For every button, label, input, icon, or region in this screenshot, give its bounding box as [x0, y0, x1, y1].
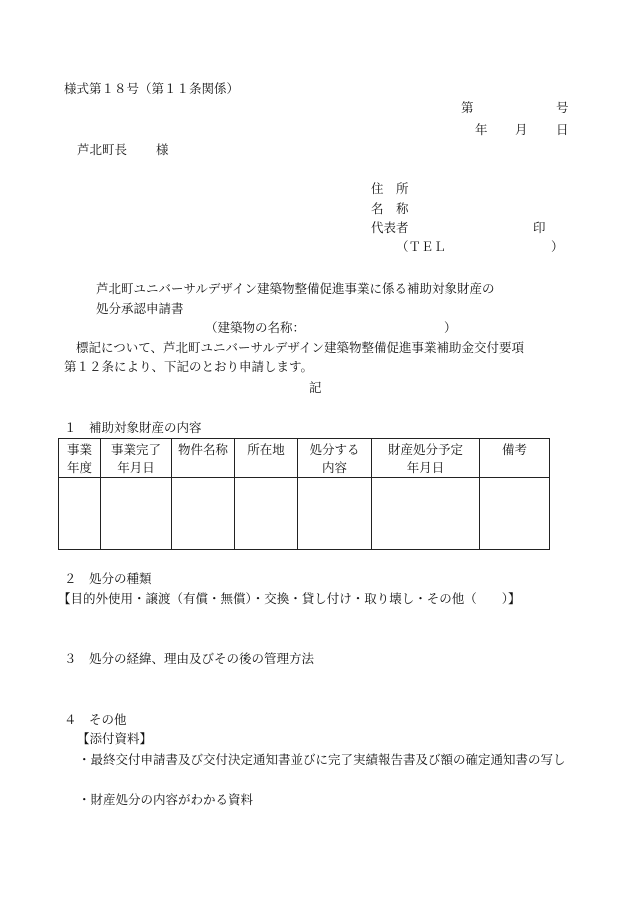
attachment-item: ・財産処分の内容がわかる資料: [78, 792, 254, 807]
doc-number-prefix: 第: [461, 100, 474, 115]
attachment-item: ・最終交付申請書及び交付決定通知書並びに完了実績報告書及び額の確定通知書の写し: [78, 752, 566, 767]
col-header: 物件名称: [172, 439, 235, 478]
seal-label: 印: [533, 220, 546, 235]
ki-label: 記: [309, 380, 322, 395]
form-number: 様式第１８号（第１１条関係）: [64, 81, 240, 96]
tel-close: ）: [551, 239, 564, 254]
date-month: 月: [515, 122, 528, 137]
col-header: 所在地: [235, 439, 298, 478]
col-header: 処分する 内容: [298, 439, 372, 478]
disposal-type-options: 【目的外使用・譲渡（有償・無償）・交換・貸し付け・取り壊し・その他（ ）】: [58, 591, 521, 606]
date-day: 日: [556, 122, 569, 137]
table-row: [59, 478, 550, 550]
section4-heading: ４ その他: [64, 712, 127, 727]
col-header: 事業完了 年月日: [101, 439, 172, 478]
title-line-2: 処分承認申請書: [96, 301, 184, 316]
intro-line-1: 標記について、芦北町ユニバーサルデザイン建築物整備促進事業補助金交付要項: [76, 340, 525, 355]
building-name-label: （建築物の名称：: [205, 320, 306, 335]
date-year: 年: [475, 122, 488, 137]
applicant-rep-label: 代表者: [371, 220, 409, 235]
table-cell: [101, 478, 172, 550]
doc-number-suffix: 号: [556, 100, 569, 115]
table-cell: [235, 478, 298, 550]
table-header-row: [59, 439, 550, 478]
section3-heading: ３ 処分の経緯、理由及びその後の管理方法: [64, 651, 315, 666]
section1-heading: １ 補助対象財産の内容: [64, 420, 202, 435]
title-line-1: 芦北町ユニバーサルデザイン建築物整備促進事業に係る補助対象財産の: [96, 281, 495, 296]
table-cell: [480, 478, 550, 550]
addressee: 芦北町長: [77, 142, 128, 157]
attachments-label: 【添付資料】: [77, 731, 153, 746]
intro-line-2: 第１２条により、下記のとおり申請します。: [64, 359, 314, 374]
tel-open: （ＴＥＬ: [396, 239, 447, 254]
assets-table: [58, 438, 550, 550]
building-name-close: ）: [444, 320, 457, 335]
table-cell: [59, 478, 101, 550]
col-header: 事業 年度: [59, 439, 101, 478]
table-cell: [172, 478, 235, 550]
table-cell: [298, 478, 372, 550]
applicant-address-label: 住 所: [371, 181, 409, 196]
col-header: 財産処分予定 年月日: [372, 439, 480, 478]
col-header: 備考: [480, 439, 550, 478]
table-cell: [372, 478, 480, 550]
section2-heading: ２ 処分の種類: [64, 571, 152, 586]
applicant-name-label: 名 称: [371, 201, 409, 216]
addressee-honorific: 様: [156, 142, 169, 157]
